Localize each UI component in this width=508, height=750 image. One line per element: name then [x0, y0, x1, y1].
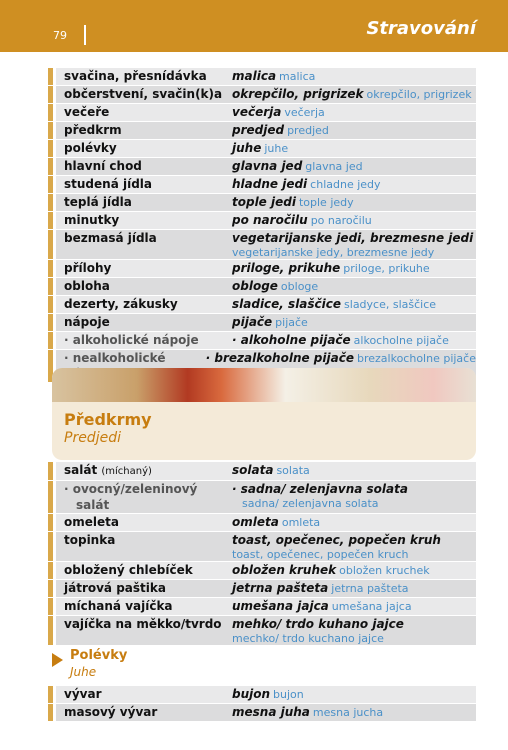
section-subtitle: Predjedi — [64, 430, 121, 446]
table-row: svačina, přesnídávka malica malica — [56, 68, 476, 86]
table-row: · alkoholické nápoje · alkoholne pijače alkocholne pijače — [56, 332, 476, 350]
page-header — [0, 0, 508, 52]
table-row: obloha obloge obloge — [56, 278, 476, 296]
table-row: · ovocný/zeleninový salát · sadna/ zelenjavna solata sadna/ zelenjavna solata — [56, 481, 476, 514]
table-row: vývar bujon bujon — [56, 686, 476, 704]
food-photo — [52, 368, 476, 402]
table-row: omeleta omleta omleta — [56, 514, 476, 532]
table-row: nápoje pijače pijače — [56, 314, 476, 332]
table-row: předkrm predjed predjed — [56, 122, 476, 140]
menu-table — [56, 68, 476, 383]
table-row: obložený chlebíček obložen kruhek obložen kruchek — [56, 562, 476, 580]
soups-subtitle: Juhe — [70, 665, 97, 679]
table-row: přílohy priloge, prikuhe priloge, prikuhe — [56, 260, 476, 278]
table-row: teplá jídla tople jedi tople jedy — [56, 194, 476, 212]
section-banner — [52, 368, 476, 460]
chapter-title: Stravování — [366, 18, 476, 39]
table-row: dezerty, zákusky sladice, slaščice sladyce, slaščice — [56, 296, 476, 314]
table-row: salát (míchaný) solata solata — [56, 462, 476, 481]
table-row: studená jídla hladne jedi chladne jedy — [56, 176, 476, 194]
soups-table — [56, 686, 476, 722]
header-divider — [84, 25, 86, 45]
table-row: občerstvení, svačin(k)a okrepčilo, prigrizek okrepčilo, prigrizek — [56, 86, 476, 104]
table-row: polévky juhe juhe — [56, 140, 476, 158]
table-row: míchaná vajíčka umešana jajca umešana jajca — [56, 598, 476, 616]
section-title: Předkrmy — [64, 410, 152, 429]
table-row: hlavní chod glavna jed glavna jed — [56, 158, 476, 176]
soups-title: Polévky — [70, 648, 128, 663]
page-number: 79 — [53, 29, 67, 42]
table-row: játrová paštika jetrna pašteta jetrna pašteta — [56, 580, 476, 598]
starters-table — [56, 462, 476, 646]
table-row: bezmasá jídla vegetarijanske jedi, brezmesne jedi vegetarijanske jedy, brezmesne jedy — [56, 230, 476, 260]
table-row: topinka toast, opečenec, popečen kruh toast, opečenec, popečen kruch — [56, 532, 476, 562]
table-row: minutky po naročilu po naročilu — [56, 212, 476, 230]
table-row: masový vývar mesna juha mesna jucha — [56, 704, 476, 722]
table-row: · nealkoholické · brezalkoholne pijače brezalkocholne pijače — [56, 350, 476, 383]
table-row: večeře večerja večerja — [56, 104, 476, 122]
table-row: vajíčka na měkko/tvrdo mehko/ trdo kuhano jajce mechko/ trdo kuchano jajce — [56, 616, 476, 646]
triangle-bullet-icon — [52, 653, 63, 667]
